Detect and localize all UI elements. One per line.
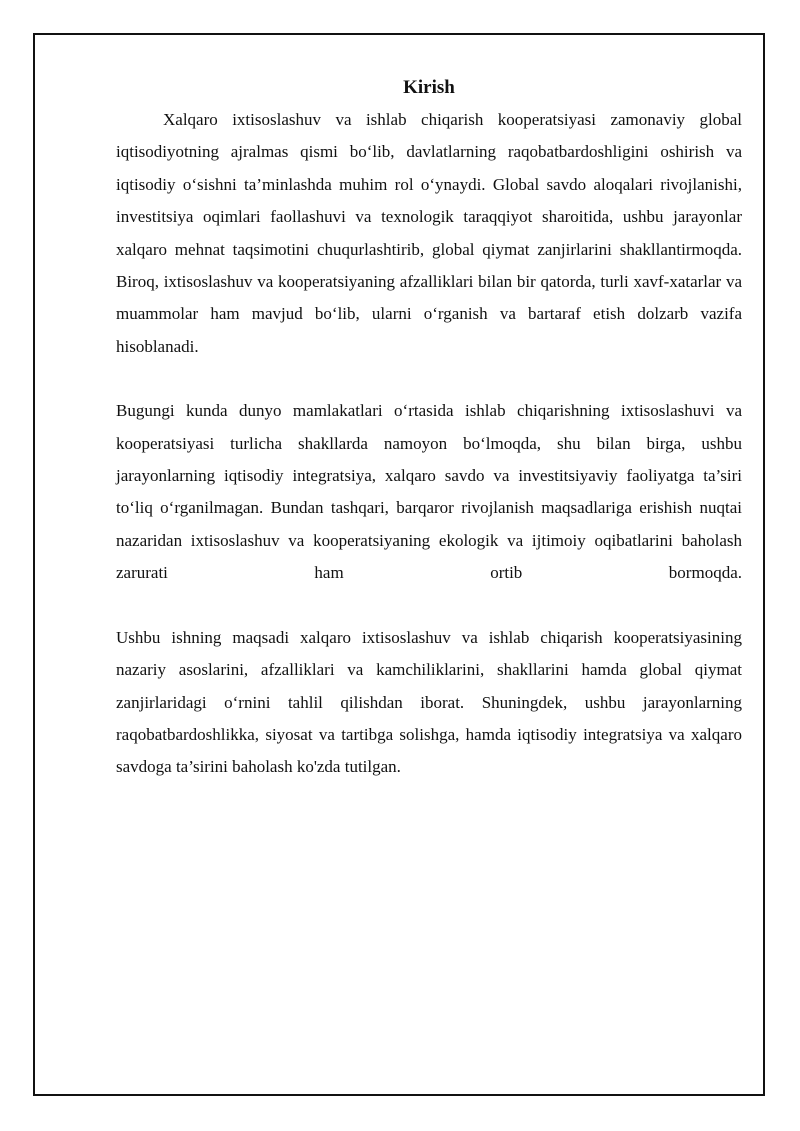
paragraph-current-state: Bugungi kunda dunyo mamlakatlari o‘rtasida ishlab chiqarishning ixtisoslashuvi va kooperatsiyasi turlicha shakllarda namoyon bo‘lmoqda, shu bilan birga, ushbu jarayonlarning iqtisodiy integratsiya, xalqaro savdo va investitsiyaviy faoliyatga ta’siri to‘liq o‘rganilmagan. Bundan tashqari, barqaror rivojlanish maqsadlariga erishish nuqtai nazaridan ixtisoslashuv va kooperatsiyaning ekologik va ijtimoiy oqibatlarini baholash zarurati ham ortib bormoqda. [116,401,742,583]
paragraph-objective: Ushbu ishning maqsadi xalqaro ixtisoslashuv va ishlab chiqarish kooperatsiyasining nazariy asoslarini, afzalliklari va kamchiliklarini, shakllarini hamda global qiymat zanjirlaridagi o‘rnini tahlil qilishdan iborat. Shuningdek, ushbu jarayonlarning raqobatbardoshlikka, siyosat va tartibga solishga, hamda iqtisodiy integratsiya va xalqaro savdoga ta’sirini baholash ko'zda tutilgan. [116,627,742,777]
page-title: Kirish [403,77,455,98]
document-body [116,74,742,784]
paragraph-introduction: Xalqaro ixtisoslashuv va ishlab chiqarish kooperatsiyasi zamonaviy global iqtisodiyotning ajralmas qismi bo‘lib, davlatlarning raqobatbardoshligini oshirish va iqtisodiy o‘sishni ta’minlashda muhim rol o‘ynaydi. Global savdo aloqalari rivojlanishi, investitsiya oqimlari faollashuvi va texnologik taraqqiyot sharoitida, ushbu jarayonlar xalqaro mehnat taqsimotini chuqurlashtirib, global qiymat zanjirlarini shakllantirmoqda. Biroq, ixtisoslashuv va kooperatsiyaning afzalliklari bilan bir qatorda, turli xavf-xatarlar va muammolar ham mavjud bo‘lib, ularni o‘rganish va bartaraf etish dolzarb vazifa hisoblanadi. [116,110,742,356]
